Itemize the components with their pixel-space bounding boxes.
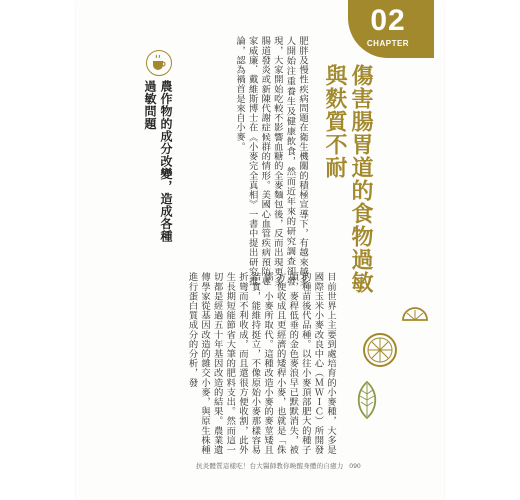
lemon-slice-icon [360,330,400,370]
body-paragraph-2: 目前世界上主要到處培育的小麥種，大多是國際玉米小麥改良中心（ＭＷＩＣ）所開發的種苗後代品種。以往小麥頂部肥大的種子頭，麥稈低垂的金色麥浪早已默默消失，被方便收成且更經濟的矮稈小麥，也就是「侏儒」小麥所取代。這種改造小麥的麥莖矮且結實，能維持挺立，不像原始小麥那樣容易折彎而不利收成，而且還很方便收割，此外生長期短能節省大筆的肥料支出。然而這一切都是經過五十年基因改造的結果。農業遺傳學家從基因改造的雜交小麥，與原生株種進行蛋白質成分的分析，發 [186,272,336,455]
book-title: 抗炎體質這樣吃！台大醫師教你喚醒身體的自癒力 [196,463,344,470]
chapter-number: 02 [370,4,406,37]
page-footer [196,461,361,470]
chapter-label: CHAPTER [366,39,410,48]
lemon-slice-icon [400,305,430,335]
page-number: 090 [349,463,361,470]
body-paragraph-1: 肥胖及慢性疾病問題在衛生機關的積極宣導下，有越來越多人開始注重養生及健康飲食，然而近年來的研究調查卻發現，大家開始吃較不影響血糖的全麥麵包後，反而出現更多腸道發炎或新陳代謝症候群的情形。美國心血管疾病預防專家威廉．戴維斯博士在《小麥完全真相》一書中提出研究推論，認為禍首是來自小麥。 [234,36,308,286]
tea-cup-icon [146,50,172,76]
leaf-icon [352,380,382,420]
page-title: 傷害腸胃道的食物過敏與麩質不耐 [322,64,374,294]
chapter-tab [330,0,434,60]
side-heading: 農作物的成分改變，造成各種過敏問題 [143,80,173,243]
